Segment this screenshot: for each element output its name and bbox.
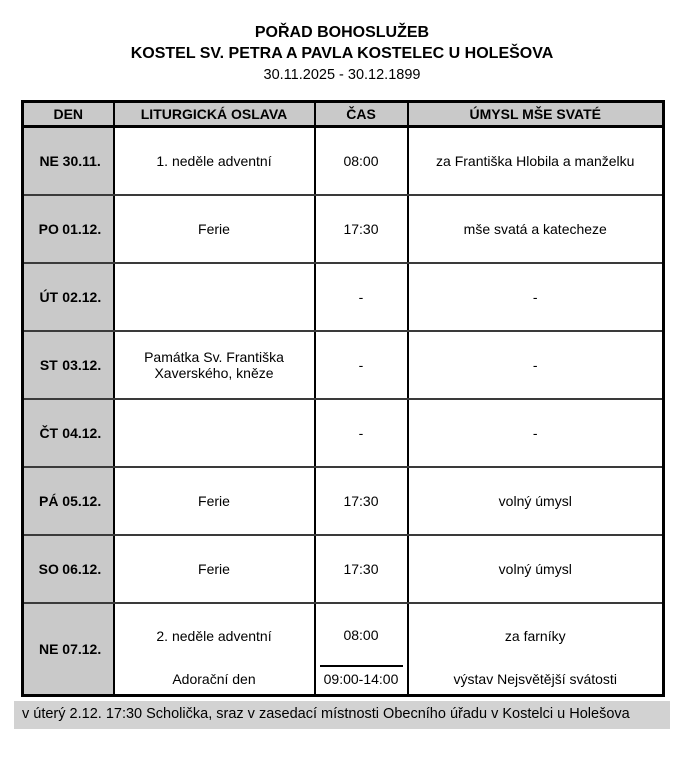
column-header-den: DEN	[23, 102, 114, 127]
celebration-cell: 1. neděle adventní	[114, 127, 315, 195]
intention-cell: -	[408, 399, 664, 467]
table-row	[23, 603, 664, 696]
page-title: POŘAD BOHOSLUŽEB	[254, 24, 430, 41]
event-celebration-sub: Adorační den	[172, 671, 256, 687]
day-cell	[23, 399, 114, 467]
celebration-cell	[114, 399, 315, 467]
intention-cell: -	[408, 263, 664, 331]
intention-cell	[408, 603, 664, 696]
celebration-cell: Ferie	[114, 535, 315, 603]
day-date: 03.12.	[62, 356, 102, 373]
day-date: 05.12.	[62, 492, 102, 509]
column-header-liturgicka-oslava: LITURGICKÁ OSLAVA	[114, 102, 315, 127]
event-intention-main: za farníky	[504, 628, 566, 644]
page-subtitle: KOSTEL SV. PETRA A PAVLA KOSTELEC U HOLEŠOVA	[130, 45, 554, 62]
column-header-umysl: ÚMYSL MŠE SVATÉ	[408, 102, 664, 127]
event-celebration-main: 2. neděle adventní	[156, 628, 272, 644]
time-cell: -	[315, 399, 408, 467]
day-abbrev: ST	[39, 356, 58, 373]
day-cell	[23, 331, 114, 399]
day-abbrev: PO	[38, 220, 59, 237]
day-date: 06.12.	[62, 560, 102, 577]
celebration-cell	[114, 263, 315, 331]
intention-cell: -	[408, 331, 664, 399]
day-abbrev: NE	[39, 640, 59, 657]
day-cell	[23, 195, 114, 263]
table-row	[23, 263, 664, 331]
celebration-cell	[114, 603, 315, 696]
time-cell: 17:30	[315, 195, 408, 263]
table-row	[23, 399, 664, 467]
day-date: 01.12.	[62, 220, 102, 237]
table-row	[23, 467, 664, 535]
day-cell	[23, 263, 114, 331]
document-header	[0, 0, 684, 85]
day-abbrev: ÚT	[39, 288, 59, 305]
day-date: 02.12.	[62, 288, 102, 305]
intention-cell: volný úmysl	[408, 467, 664, 535]
event-time-sub: 09:00-14:00	[320, 665, 403, 692]
intention-cell: za Františka Hlobila a manželku	[408, 127, 664, 195]
time-cell: 17:30	[315, 535, 408, 603]
footer-note: v úterý 2.12. 17:30 Scholička, sraz v zasedací místnosti Obecního úřadu v Kostelci u Holešova	[14, 701, 670, 729]
table-row	[23, 535, 664, 603]
event-time-main: 08:00	[343, 627, 379, 643]
day-abbrev: PÁ	[39, 492, 59, 509]
date-range: 30.11.2025 - 30.12.1899	[263, 67, 421, 83]
time-cell: 17:30	[315, 467, 408, 535]
day-abbrev: SO	[38, 560, 59, 577]
celebration-cell: Ferie	[114, 467, 315, 535]
day-cell	[23, 603, 114, 696]
time-cell: 08:00	[315, 127, 408, 195]
day-date: 30.11.	[62, 152, 101, 169]
celebration-cell: Ferie	[114, 195, 315, 263]
time-cell: -	[315, 263, 408, 331]
event-intention-sub: výstav Nejsvětější svátosti	[453, 671, 617, 687]
day-abbrev: ČT	[39, 424, 59, 441]
time-cell	[315, 603, 408, 696]
column-header-cas: ČAS	[315, 102, 408, 127]
intention-cell: volný úmysl	[408, 535, 664, 603]
intention-cell: mše svatá a katecheze	[408, 195, 664, 263]
table-row	[23, 127, 664, 195]
schedule-table	[21, 100, 665, 697]
day-cell	[23, 127, 114, 195]
table-row	[23, 331, 664, 399]
day-date: 07.12.	[62, 640, 102, 657]
celebration-cell: Památka Sv. Františka Xaverského, kněze	[114, 331, 315, 399]
table-row	[23, 195, 664, 263]
day-abbrev: NE	[39, 152, 59, 169]
table-header-row	[23, 102, 664, 127]
day-cell	[23, 535, 114, 603]
day-date: 04.12.	[62, 424, 102, 441]
day-cell	[23, 467, 114, 535]
time-cell: -	[315, 331, 408, 399]
